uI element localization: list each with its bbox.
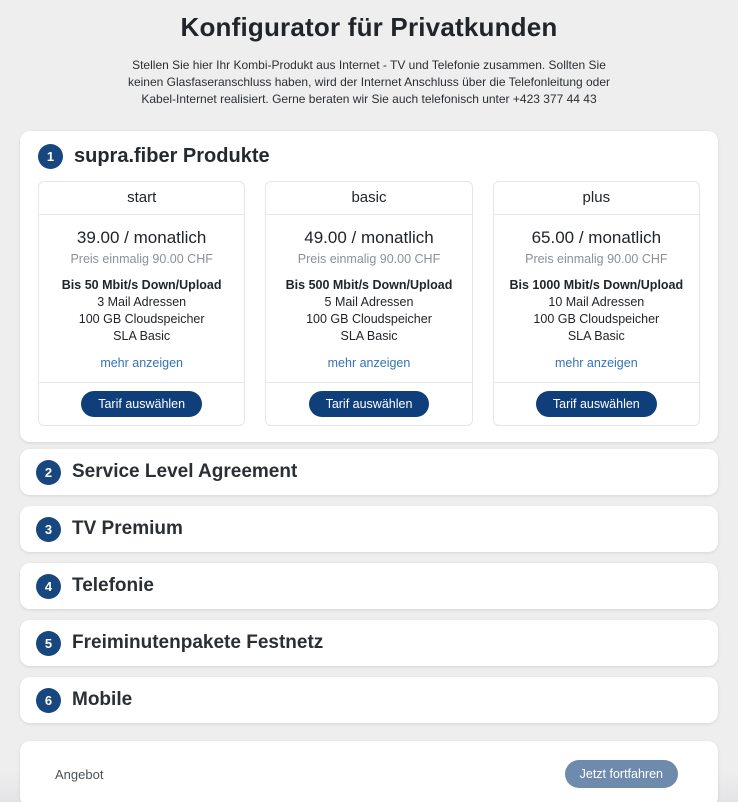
select-tariff-button[interactable]: Tarif auswählen [536, 391, 657, 417]
plan-footer [39, 382, 244, 425]
plan-feature: 5 Mail Adressen [324, 295, 414, 309]
accordion-freiminutenpakete-festnetz[interactable] [20, 620, 718, 666]
plan-card-basic [265, 181, 472, 426]
plan-body [39, 215, 244, 382]
plan-name: plus [494, 182, 699, 215]
accordion-title: TV Premium [72, 518, 183, 539]
show-more-link[interactable]: mehr anzeigen [554, 356, 638, 370]
plan-price: 39.00 / monatlich [76, 228, 207, 247]
accordion-service-level-agreement[interactable] [20, 449, 718, 495]
page-subtitle-line: keinen Glasfaseranschluss haben, wird der Internet Anschluss über die Telefonleitung oder [127, 75, 611, 89]
plan-feature: 10 Mail Adressen [548, 295, 645, 309]
fiber-section-title: supra.fiber Produkte [74, 145, 270, 167]
plan-body [494, 215, 699, 382]
plan-feature: 100 GB Cloudspeicher [306, 312, 432, 326]
plan-feature: Bis 50 Mbit/s Down/Upload [61, 278, 222, 292]
plan-name: basic [266, 182, 471, 215]
accordion-mobile[interactable] [20, 677, 718, 723]
accordion-tv-premium[interactable] [20, 506, 718, 552]
plan-price: 65.00 / monatlich [531, 228, 662, 247]
page-subtitle-line: Kabel-Internet realisiert. Gerne beraten wir Sie auch telefonisch unter +423 377 44 43 [141, 92, 597, 106]
accordion-title: Mobile [72, 689, 133, 710]
plan-feature: SLA Basic [567, 329, 625, 343]
show-more-link[interactable]: mehr anzeigen [100, 356, 184, 370]
step-number-badge: 4 [36, 574, 61, 599]
step-number-badge: 3 [36, 517, 61, 542]
page-subtitle-line: Stellen Sie hier Ihr Kombi-Produkt aus Internet - TV und Telefonie zusammen. Sollten Sie [132, 58, 606, 72]
page-title: Konfigurator für Privatkunden [180, 12, 558, 42]
step-number-badge: 1 [38, 144, 63, 169]
plan-setup-fee: Preis einmalig 90.00 CHF [525, 252, 668, 266]
step-number-badge: 2 [36, 460, 61, 485]
fiber-products-section [20, 131, 718, 442]
step-number-badge: 5 [36, 631, 61, 656]
accordion-title: Telefonie [72, 575, 154, 596]
plan-feature: Bis 500 Mbit/s Down/Upload [285, 278, 453, 292]
plan-feature: SLA Basic [340, 329, 398, 343]
show-more-link[interactable]: mehr anzeigen [327, 356, 411, 370]
plan-card-start [38, 181, 245, 426]
continue-button[interactable]: Jetzt fortfahren [565, 760, 678, 788]
plan-feature: Bis 1000 Mbit/s Down/Upload [509, 278, 684, 292]
accordion-title: Service Level Agreement [72, 461, 298, 482]
plan-footer [266, 382, 471, 425]
step-number-badge: 6 [36, 688, 61, 713]
plan-name: start [39, 182, 244, 215]
plan-setup-fee: Preis einmalig 90.00 CHF [70, 252, 213, 266]
select-tariff-button[interactable]: Tarif auswählen [309, 391, 430, 417]
plans-row [38, 181, 700, 426]
plan-feature: SLA Basic [113, 329, 171, 343]
plan-card-plus [493, 181, 700, 426]
plan-feature: 100 GB Cloudspeicher [78, 312, 205, 326]
fiber-section-header [38, 144, 700, 169]
plan-price: 49.00 / monatlich [304, 228, 434, 247]
plan-body [266, 215, 471, 382]
select-tariff-button[interactable]: Tarif auswählen [81, 391, 202, 417]
accordion-telefonie[interactable] [20, 563, 718, 609]
plan-feature: 100 GB Cloudspeicher [533, 312, 660, 326]
plan-feature: 3 Mail Adressen [97, 295, 187, 309]
accordion-title: Freiminutenpakete Festnetz [72, 632, 324, 653]
page-subtitle [0, 57, 738, 108]
plan-footer [494, 382, 699, 425]
offer-footer-bar [20, 741, 718, 802]
offer-label: Angebot [55, 766, 104, 782]
plan-setup-fee: Preis einmalig 90.00 CHF [297, 252, 441, 266]
page-header [0, 0, 738, 108]
